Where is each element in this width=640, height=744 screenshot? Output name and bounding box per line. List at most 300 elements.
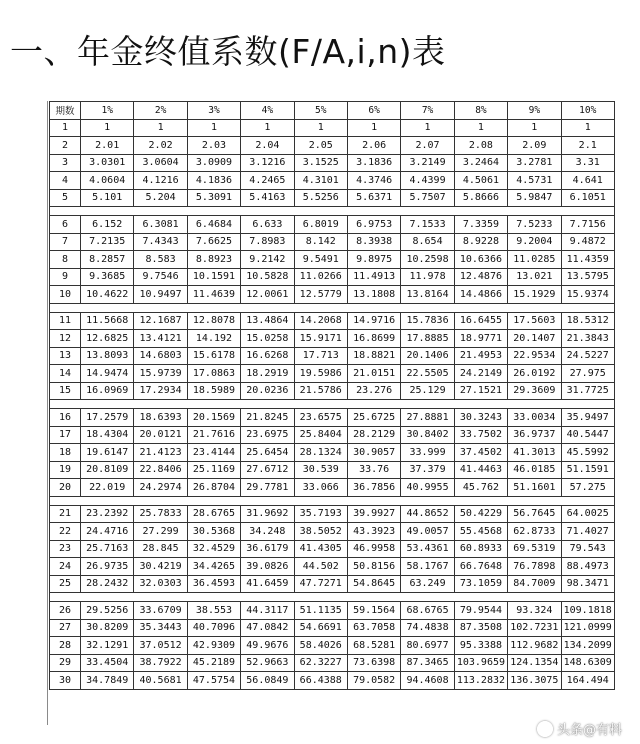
value-cell: 36.7856 [347,479,400,497]
value-cell: 68.6765 [401,602,454,620]
value-cell: 38.5052 [294,523,347,541]
annuity-table-container [49,101,614,690]
period-cell: 22 [50,523,81,541]
table-row [50,365,615,383]
value-cell: 21.4953 [454,347,507,365]
table-row [50,540,615,558]
period-cell: 21 [50,505,81,523]
value-cell: 35.9497 [561,409,614,427]
value-cell: 28.1324 [294,444,347,462]
period-cell: 29 [50,654,81,672]
value-cell: 22.019 [81,479,134,497]
value-cell: 9.5491 [294,251,347,269]
value-cell: 28.2129 [347,426,400,444]
value-cell: 11.0285 [508,251,561,269]
period-cell: 19 [50,461,81,479]
period-cell: 10 [50,286,81,304]
value-cell: 95.3388 [454,637,507,655]
watermark-text: 头条@有料 [556,723,622,738]
value-cell: 10.2598 [401,251,454,269]
value-cell: 43.3923 [347,523,400,541]
value-cell: 63.249 [401,575,454,593]
value-cell: 7.1533 [401,216,454,234]
value-cell: 54.6691 [294,619,347,637]
value-cell: 34.4265 [187,558,240,576]
value-cell: 25.8404 [294,426,347,444]
value-cell: 3.1216 [241,154,294,172]
value-cell: 21.4123 [134,444,187,462]
value-cell: 6.8019 [294,216,347,234]
value-cell: 1 [454,119,507,137]
value-cell: 9.3685 [81,268,134,286]
value-cell: 13.8164 [401,286,454,304]
value-cell: 1 [294,119,347,137]
value-cell: 54.8645 [347,575,400,593]
value-cell: 34.7849 [81,672,134,690]
value-cell: 47.0842 [241,619,294,637]
table-row [50,479,615,497]
value-cell: 112.9682 [508,637,561,655]
value-cell: 11.5668 [81,312,134,330]
value-cell: 2.06 [347,137,400,155]
value-cell: 28.6765 [187,505,240,523]
value-cell: 2.08 [454,137,507,155]
value-cell: 38.7922 [134,654,187,672]
value-cell: 29.7781 [241,479,294,497]
value-cell: 10.5828 [241,268,294,286]
value-cell: 40.7096 [187,619,240,637]
value-cell: 44.3117 [241,602,294,620]
value-cell: 3.2149 [401,154,454,172]
period-cell: 2 [50,137,81,155]
value-cell: 45.762 [454,479,507,497]
value-cell: 14.2068 [294,312,347,330]
value-cell: 12.8078 [187,312,240,330]
value-cell: 7.6625 [187,233,240,251]
value-cell: 4.1836 [187,172,240,190]
value-cell: 31.7725 [561,382,614,400]
value-cell: 4.641 [561,172,614,190]
value-cell: 66.7648 [454,558,507,576]
value-cell: 15.9374 [561,286,614,304]
table-row [50,154,615,172]
value-cell: 36.6179 [241,540,294,558]
value-cell: 5.204 [134,189,187,207]
value-cell: 23.4144 [187,444,240,462]
value-cell: 62.3227 [294,654,347,672]
value-cell: 59.1564 [347,602,400,620]
value-cell: 3.0301 [81,154,134,172]
value-cell: 4.5061 [454,172,507,190]
value-cell: 15.7836 [401,312,454,330]
value-cell: 28.2432 [81,575,134,593]
value-cell: 6.633 [241,216,294,234]
table-row [50,461,615,479]
value-cell: 44.8652 [401,505,454,523]
value-cell: 33.7502 [454,426,507,444]
value-cell: 30.8209 [81,619,134,637]
value-cell: 18.8821 [347,347,400,365]
value-cell: 20.0121 [134,426,187,444]
value-cell: 22.5505 [401,365,454,383]
table-row [50,137,615,155]
value-cell: 32.4529 [187,540,240,558]
value-cell: 18.5312 [561,312,614,330]
value-cell: 27.1521 [454,382,507,400]
period-cell: 30 [50,672,81,690]
value-cell: 121.0999 [561,619,614,637]
value-cell: 12.0061 [241,286,294,304]
value-cell: 8.9228 [454,233,507,251]
value-cell: 20.1407 [508,330,561,348]
value-cell: 31.9692 [241,505,294,523]
value-cell: 63.7058 [347,619,400,637]
value-cell: 1 [401,119,454,137]
period-cell: 5 [50,189,81,207]
value-cell: 10.4622 [81,286,134,304]
value-cell: 9.4872 [561,233,614,251]
value-cell: 98.3471 [561,575,614,593]
value-cell: 5.4163 [241,189,294,207]
value-cell: 33.066 [294,479,347,497]
value-cell: 18.6393 [134,409,187,427]
period-cell: 15 [50,382,81,400]
table-row [50,347,615,365]
separator-cell [50,400,615,409]
header-rate: 2% [134,102,187,120]
period-cell: 18 [50,444,81,462]
table-row [50,268,615,286]
group-separator [50,303,615,312]
value-cell: 8.583 [134,251,187,269]
value-cell: 58.4026 [294,637,347,655]
value-cell: 8.2857 [81,251,134,269]
value-cell: 1 [81,119,134,137]
value-cell: 87.3465 [401,654,454,672]
separator-cell [50,303,615,312]
value-cell: 16.0969 [81,382,134,400]
value-cell: 19.5986 [294,365,347,383]
value-cell: 3.2781 [508,154,561,172]
value-cell: 6.3081 [134,216,187,234]
value-cell: 9.8975 [347,251,400,269]
value-cell: 10.1591 [187,268,240,286]
period-cell: 3 [50,154,81,172]
value-cell: 14.9716 [347,312,400,330]
value-cell: 41.4305 [294,540,347,558]
value-cell: 11.4359 [561,251,614,269]
value-cell: 30.3243 [454,409,507,427]
value-cell: 52.9663 [241,654,294,672]
value-cell: 37.0512 [134,637,187,655]
separator-cell [50,207,615,216]
value-cell: 3.1525 [294,154,347,172]
period-cell: 4 [50,172,81,190]
value-cell: 7.8983 [241,233,294,251]
value-cell: 21.8245 [241,409,294,427]
value-cell: 57.275 [561,479,614,497]
table-body [50,119,615,689]
table-header-row [50,102,615,120]
period-cell: 28 [50,637,81,655]
value-cell: 35.7193 [294,505,347,523]
value-cell: 64.0025 [561,505,614,523]
value-cell: 55.4568 [454,523,507,541]
value-cell: 87.3508 [454,619,507,637]
value-cell: 33.4504 [81,654,134,672]
value-cell: 4.5731 [508,172,561,190]
value-cell: 7.2135 [81,233,134,251]
value-cell: 4.0604 [81,172,134,190]
table-row [50,523,615,541]
value-cell: 23.2392 [81,505,134,523]
value-cell: 4.4399 [401,172,454,190]
table-row [50,172,615,190]
value-cell: 20.1406 [401,347,454,365]
value-cell: 45.5992 [561,444,614,462]
value-cell: 34.248 [241,523,294,541]
header-rate: 3% [187,102,240,120]
header-rate: 6% [347,102,400,120]
value-cell: 12.1687 [134,312,187,330]
value-cell: 88.4973 [561,558,614,576]
value-cell: 7.4343 [134,233,187,251]
value-cell: 15.9171 [294,330,347,348]
group-separator [50,207,615,216]
header-rate: 1% [81,102,134,120]
value-cell: 3.2464 [454,154,507,172]
value-cell: 11.4639 [187,286,240,304]
header-rate: 5% [294,102,347,120]
value-cell: 6.9753 [347,216,400,234]
value-cell: 47.7271 [294,575,347,593]
value-cell: 2.03 [187,137,240,155]
value-cell: 1 [561,119,614,137]
value-cell: 51.1601 [508,479,561,497]
period-cell: 6 [50,216,81,234]
value-cell: 11.978 [401,268,454,286]
value-cell: 44.502 [294,558,347,576]
value-cell: 1 [187,119,240,137]
value-cell: 27.6712 [241,461,294,479]
value-cell: 49.0057 [401,523,454,541]
period-cell: 26 [50,602,81,620]
value-cell: 40.9955 [401,479,454,497]
value-cell: 15.0258 [241,330,294,348]
value-cell: 26.9735 [81,558,134,576]
value-cell: 5.101 [81,189,134,207]
watermark-logo-icon [537,721,553,737]
value-cell: 21.5786 [294,382,347,400]
value-cell: 8.654 [401,233,454,251]
period-cell: 11 [50,312,81,330]
value-cell: 32.0303 [134,575,187,593]
table-row [50,575,615,593]
value-cell: 76.7898 [508,558,561,576]
value-cell: 3.31 [561,154,614,172]
value-cell: 27.975 [561,365,614,383]
value-cell: 25.1169 [187,461,240,479]
value-cell: 41.3013 [508,444,561,462]
value-cell: 2.09 [508,137,561,155]
value-cell: 79.9544 [454,602,507,620]
table-row [50,286,615,304]
value-cell: 1 [508,119,561,137]
value-cell: 28.845 [134,540,187,558]
value-cell: 13.4864 [241,312,294,330]
value-cell: 17.713 [294,347,347,365]
period-cell: 17 [50,426,81,444]
value-cell: 4.3746 [347,172,400,190]
value-cell: 18.2919 [241,365,294,383]
value-cell: 58.1767 [401,558,454,576]
value-cell: 18.5989 [187,382,240,400]
value-cell: 5.8666 [454,189,507,207]
value-cell: 40.5447 [561,426,614,444]
value-cell: 2.05 [294,137,347,155]
value-cell: 13.5795 [561,268,614,286]
value-cell: 23.276 [347,382,400,400]
value-cell: 4.1216 [134,172,187,190]
value-cell: 30.5368 [187,523,240,541]
group-separator [50,496,615,505]
header-period: 期数 [50,102,81,120]
table-row [50,672,615,690]
value-cell: 2.04 [241,137,294,155]
value-cell: 37.379 [401,461,454,479]
value-cell: 22.8406 [134,461,187,479]
value-cell: 17.8885 [401,330,454,348]
value-cell: 42.9309 [187,637,240,655]
page-title: 一、年金终值系数(F/A,i,n)表 [10,32,446,71]
value-cell: 37.4502 [454,444,507,462]
value-cell: 93.324 [508,602,561,620]
watermark [537,719,622,738]
group-separator [50,593,615,602]
value-cell: 25.6454 [241,444,294,462]
period-cell: 16 [50,409,81,427]
value-cell: 15.1929 [508,286,561,304]
value-cell: 6.4684 [187,216,240,234]
value-cell: 33.999 [401,444,454,462]
period-cell: 14 [50,365,81,383]
value-cell: 8.142 [294,233,347,251]
value-cell: 73.6398 [347,654,400,672]
value-cell: 16.6455 [454,312,507,330]
value-cell: 124.1354 [508,654,561,672]
value-cell: 9.7546 [134,268,187,286]
value-cell: 74.4838 [401,619,454,637]
value-cell: 80.6977 [401,637,454,655]
value-cell: 30.9057 [347,444,400,462]
value-cell: 49.9676 [241,637,294,655]
table-row [50,558,615,576]
header-rate: 7% [401,102,454,120]
value-cell: 8.3938 [347,233,400,251]
value-cell: 50.8156 [347,558,400,576]
value-cell: 3.0604 [134,154,187,172]
value-cell: 25.7163 [81,540,134,558]
value-cell: 26.0192 [508,365,561,383]
value-cell: 17.2579 [81,409,134,427]
value-cell: 53.4361 [401,540,454,558]
value-cell: 25.7833 [134,505,187,523]
value-cell: 12.5779 [294,286,347,304]
value-cell: 60.8933 [454,540,507,558]
value-cell: 21.7616 [187,426,240,444]
value-cell: 2.02 [134,137,187,155]
table-row [50,426,615,444]
value-cell: 33.6709 [134,602,187,620]
value-cell: 113.2832 [454,672,507,690]
value-cell: 79.543 [561,540,614,558]
value-cell: 13.1808 [347,286,400,304]
value-cell: 19.6147 [81,444,134,462]
value-cell: 14.9474 [81,365,134,383]
value-cell: 102.7231 [508,619,561,637]
value-cell: 1 [241,119,294,137]
value-cell: 16.6268 [241,347,294,365]
value-cell: 1 [134,119,187,137]
table-row [50,330,615,348]
value-cell: 4.3101 [294,172,347,190]
value-cell: 84.7009 [508,575,561,593]
period-cell: 8 [50,251,81,269]
value-cell: 15.6178 [187,347,240,365]
separator-cell [50,593,615,602]
value-cell: 3.1836 [347,154,400,172]
value-cell: 36.4593 [187,575,240,593]
value-cell: 23.6975 [241,426,294,444]
period-cell: 7 [50,233,81,251]
value-cell: 41.4463 [454,461,507,479]
table-row [50,505,615,523]
value-cell: 17.2934 [134,382,187,400]
value-cell: 21.3843 [561,330,614,348]
value-cell: 33.0034 [508,409,561,427]
value-cell: 10.9497 [134,286,187,304]
value-cell: 2.1 [561,137,614,155]
value-cell: 4.2465 [241,172,294,190]
header-rate: 10% [561,102,614,120]
value-cell: 18.4304 [81,426,134,444]
value-cell: 2.01 [81,137,134,155]
header-rate: 4% [241,102,294,120]
value-cell: 15.9739 [134,365,187,383]
value-cell: 5.5256 [294,189,347,207]
value-cell: 30.8402 [401,426,454,444]
value-cell: 41.6459 [241,575,294,593]
table-row [50,654,615,672]
value-cell: 25.6725 [347,409,400,427]
value-cell: 22.9534 [508,347,561,365]
value-cell: 24.2974 [134,479,187,497]
value-cell: 69.5319 [508,540,561,558]
value-cell: 7.3359 [454,216,507,234]
table-row [50,602,615,620]
value-cell: 18.9771 [454,330,507,348]
value-cell: 148.6309 [561,654,614,672]
value-cell: 38.553 [187,602,240,620]
value-cell: 13.4121 [134,330,187,348]
value-cell: 47.5754 [187,672,240,690]
value-cell: 5.7507 [401,189,454,207]
value-cell: 11.4913 [347,268,400,286]
value-cell: 7.5233 [508,216,561,234]
value-cell: 33.76 [347,461,400,479]
value-cell: 35.3443 [134,619,187,637]
value-cell: 136.3075 [508,672,561,690]
